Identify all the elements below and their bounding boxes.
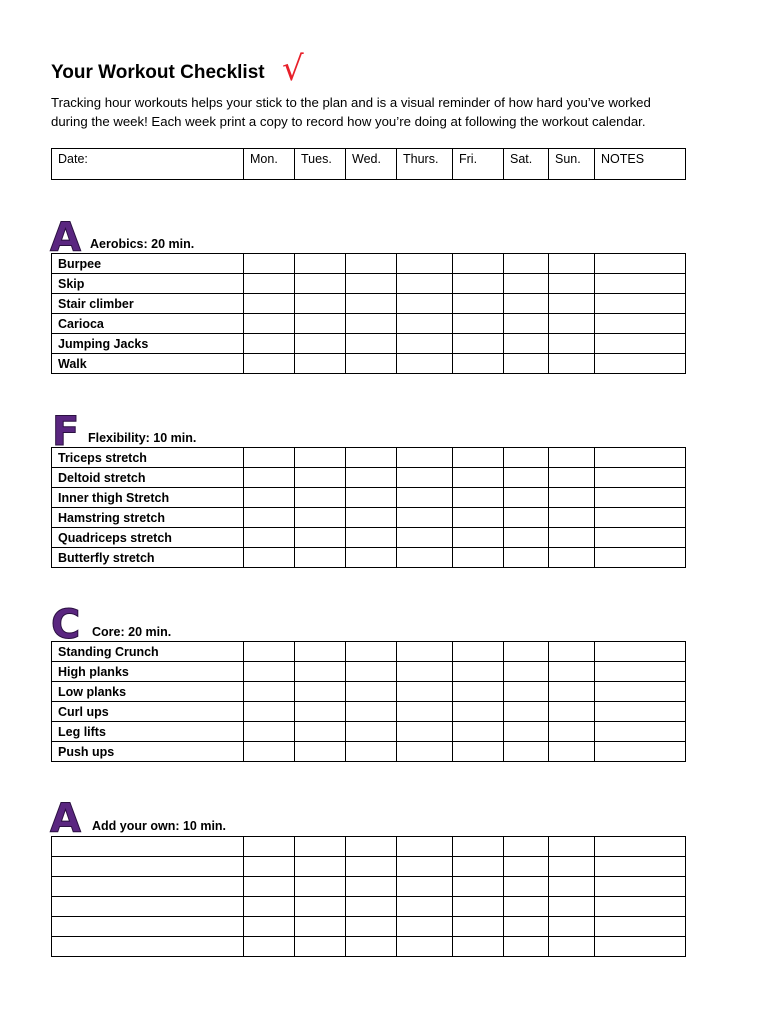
check-cell[interactable] bbox=[295, 528, 346, 548]
check-cell[interactable] bbox=[504, 897, 549, 917]
notes-cell[interactable] bbox=[595, 722, 686, 742]
check-cell[interactable] bbox=[295, 254, 346, 274]
check-cell[interactable] bbox=[244, 334, 295, 354]
check-cell[interactable] bbox=[295, 877, 346, 897]
check-cell[interactable] bbox=[244, 917, 295, 937]
section-label-flexibility: Flexibility: 10 min. bbox=[88, 431, 197, 445]
exercise-name: Inner thigh Stretch bbox=[52, 488, 244, 508]
check-cell[interactable] bbox=[453, 354, 504, 374]
table-row bbox=[52, 468, 686, 488]
exercise-name: Curl ups bbox=[52, 702, 244, 722]
table-row bbox=[52, 742, 686, 762]
check-cell[interactable] bbox=[397, 897, 453, 917]
check-cell[interactable] bbox=[504, 314, 549, 334]
section-label-core: Core: 20 min. bbox=[92, 625, 172, 639]
check-cell[interactable] bbox=[397, 742, 453, 762]
check-cell[interactable] bbox=[346, 314, 397, 334]
check-cell[interactable] bbox=[453, 488, 504, 508]
day-mon: Mon. bbox=[244, 149, 295, 180]
check-cell[interactable] bbox=[295, 722, 346, 742]
check-cell[interactable] bbox=[504, 488, 549, 508]
notes-cell[interactable] bbox=[595, 274, 686, 294]
exercise-name[interactable] bbox=[52, 937, 244, 957]
check-cell[interactable] bbox=[397, 508, 453, 528]
check-cell[interactable] bbox=[549, 682, 595, 702]
notes-cell[interactable] bbox=[595, 917, 686, 937]
check-cell[interactable] bbox=[453, 642, 504, 662]
check-cell[interactable] bbox=[549, 722, 595, 742]
exercise-name: Butterfly stretch bbox=[52, 548, 244, 568]
check-cell[interactable] bbox=[504, 837, 549, 857]
check-cell[interactable] bbox=[549, 548, 595, 568]
check-cell[interactable] bbox=[346, 662, 397, 682]
check-cell[interactable] bbox=[295, 488, 346, 508]
check-cell[interactable] bbox=[397, 548, 453, 568]
check-cell[interactable] bbox=[453, 508, 504, 528]
check-cell[interactable] bbox=[295, 334, 346, 354]
table-row bbox=[52, 548, 686, 568]
check-cell[interactable] bbox=[397, 722, 453, 742]
check-cell[interactable] bbox=[453, 294, 504, 314]
check-cell[interactable] bbox=[549, 508, 595, 528]
table-row bbox=[52, 937, 686, 957]
check-cell[interactable] bbox=[295, 702, 346, 722]
checkmark-icon: √ bbox=[282, 49, 304, 89]
check-cell[interactable] bbox=[244, 294, 295, 314]
check-cell[interactable] bbox=[453, 897, 504, 917]
check-cell[interactable] bbox=[397, 837, 453, 857]
exercise-name[interactable] bbox=[52, 897, 244, 917]
check-cell[interactable] bbox=[346, 897, 397, 917]
check-cell[interactable] bbox=[244, 702, 295, 722]
check-cell[interactable] bbox=[549, 917, 595, 937]
section-label-add-your-own: Add your own: 10 min. bbox=[92, 819, 227, 833]
check-cell[interactable] bbox=[244, 448, 295, 468]
check-cell[interactable] bbox=[504, 702, 549, 722]
check-cell[interactable] bbox=[453, 837, 504, 857]
check-cell[interactable] bbox=[397, 877, 453, 897]
check-cell[interactable] bbox=[244, 468, 295, 488]
check-cell[interactable] bbox=[295, 662, 346, 682]
flexibility-table bbox=[51, 447, 686, 568]
day-thu: Thurs. bbox=[397, 149, 453, 180]
check-cell[interactable] bbox=[549, 857, 595, 877]
check-cell[interactable] bbox=[504, 937, 549, 957]
check-cell[interactable] bbox=[504, 274, 549, 294]
add-your-own-table bbox=[51, 836, 686, 957]
check-cell[interactable] bbox=[244, 857, 295, 877]
check-cell[interactable] bbox=[346, 334, 397, 354]
table-row bbox=[52, 897, 686, 917]
check-cell[interactable] bbox=[549, 642, 595, 662]
check-cell[interactable] bbox=[346, 274, 397, 294]
check-cell[interactable] bbox=[295, 448, 346, 468]
notes-cell[interactable] bbox=[595, 642, 686, 662]
check-cell[interactable] bbox=[504, 354, 549, 374]
check-cell[interactable] bbox=[397, 254, 453, 274]
check-cell[interactable] bbox=[346, 448, 397, 468]
exercise-name: Skip bbox=[52, 274, 244, 294]
check-cell[interactable] bbox=[504, 508, 549, 528]
check-cell[interactable] bbox=[549, 488, 595, 508]
table-row bbox=[52, 837, 686, 857]
check-cell[interactable] bbox=[453, 334, 504, 354]
check-cell[interactable] bbox=[504, 528, 549, 548]
check-cell[interactable] bbox=[504, 294, 549, 314]
check-cell[interactable] bbox=[397, 468, 453, 488]
check-cell[interactable] bbox=[397, 354, 453, 374]
notes-cell[interactable] bbox=[595, 354, 686, 374]
check-cell[interactable] bbox=[549, 354, 595, 374]
check-cell[interactable] bbox=[453, 548, 504, 568]
table-row bbox=[52, 722, 686, 742]
check-cell[interactable] bbox=[453, 662, 504, 682]
check-cell[interactable] bbox=[397, 662, 453, 682]
check-cell[interactable] bbox=[504, 742, 549, 762]
check-cell[interactable] bbox=[295, 274, 346, 294]
check-cell[interactable] bbox=[453, 682, 504, 702]
notes-cell[interactable] bbox=[595, 837, 686, 857]
check-cell[interactable] bbox=[346, 702, 397, 722]
section-letter-c: C bbox=[51, 602, 81, 648]
exercise-name[interactable] bbox=[52, 837, 244, 857]
table-row bbox=[52, 642, 686, 662]
check-cell[interactable] bbox=[453, 528, 504, 548]
check-cell[interactable] bbox=[295, 837, 346, 857]
section-label-aerobics: Aerobics: 20 min. bbox=[90, 237, 195, 251]
check-cell[interactable] bbox=[397, 642, 453, 662]
exercise-name: Standing Crunch bbox=[52, 642, 244, 662]
check-cell[interactable] bbox=[295, 548, 346, 568]
check-cell[interactable] bbox=[453, 857, 504, 877]
check-cell[interactable] bbox=[549, 937, 595, 957]
check-cell[interactable] bbox=[453, 254, 504, 274]
check-cell[interactable] bbox=[295, 682, 346, 702]
check-cell[interactable] bbox=[244, 682, 295, 702]
exercise-name: Push ups bbox=[52, 742, 244, 762]
notes-cell[interactable] bbox=[595, 314, 686, 334]
check-cell[interactable] bbox=[295, 508, 346, 528]
check-cell[interactable] bbox=[346, 857, 397, 877]
check-cell[interactable] bbox=[295, 642, 346, 662]
day-sat: Sat. bbox=[504, 149, 549, 180]
section-letter-a: A bbox=[50, 215, 81, 261]
check-cell[interactable] bbox=[244, 937, 295, 957]
check-cell[interactable] bbox=[346, 837, 397, 857]
check-cell[interactable] bbox=[549, 294, 595, 314]
check-cell[interactable] bbox=[244, 837, 295, 857]
check-cell[interactable] bbox=[549, 274, 595, 294]
check-cell[interactable] bbox=[397, 528, 453, 548]
check-cell[interactable] bbox=[549, 702, 595, 722]
check-cell[interactable] bbox=[244, 742, 295, 762]
header-table bbox=[51, 148, 686, 180]
check-cell[interactable] bbox=[346, 917, 397, 937]
check-cell[interactable] bbox=[397, 488, 453, 508]
check-cell[interactable] bbox=[504, 642, 549, 662]
exercise-name: Triceps stretch bbox=[52, 448, 244, 468]
check-cell[interactable] bbox=[504, 334, 549, 354]
check-cell[interactable] bbox=[397, 448, 453, 468]
check-cell[interactable] bbox=[549, 877, 595, 897]
exercise-name: High planks bbox=[52, 662, 244, 682]
table-row bbox=[52, 354, 686, 374]
check-cell[interactable] bbox=[397, 274, 453, 294]
check-cell[interactable] bbox=[346, 468, 397, 488]
check-cell[interactable] bbox=[295, 897, 346, 917]
check-cell[interactable] bbox=[346, 937, 397, 957]
table-row bbox=[52, 702, 686, 722]
check-cell[interactable] bbox=[549, 742, 595, 762]
check-cell[interactable] bbox=[244, 642, 295, 662]
check-cell[interactable] bbox=[244, 314, 295, 334]
check-cell[interactable] bbox=[346, 742, 397, 762]
check-cell[interactable] bbox=[346, 354, 397, 374]
day-wed: Wed. bbox=[346, 149, 397, 180]
notes-cell[interactable] bbox=[595, 448, 686, 468]
table-row bbox=[52, 877, 686, 897]
notes-cell[interactable] bbox=[595, 294, 686, 314]
check-cell[interactable] bbox=[549, 528, 595, 548]
check-cell[interactable] bbox=[549, 468, 595, 488]
check-cell[interactable] bbox=[453, 722, 504, 742]
check-cell[interactable] bbox=[453, 274, 504, 294]
date-label: Date: bbox=[52, 149, 244, 180]
check-cell[interactable] bbox=[295, 468, 346, 488]
check-cell[interactable] bbox=[346, 877, 397, 897]
check-cell[interactable] bbox=[244, 528, 295, 548]
exercise-name[interactable] bbox=[52, 917, 244, 937]
check-cell[interactable] bbox=[244, 722, 295, 742]
check-cell[interactable] bbox=[244, 354, 295, 374]
table-row bbox=[52, 254, 686, 274]
table-row bbox=[52, 274, 686, 294]
check-cell[interactable] bbox=[397, 917, 453, 937]
check-cell[interactable] bbox=[346, 294, 397, 314]
check-cell[interactable] bbox=[453, 702, 504, 722]
check-cell[interactable] bbox=[397, 682, 453, 702]
check-cell[interactable] bbox=[504, 254, 549, 274]
check-cell[interactable] bbox=[244, 897, 295, 917]
check-cell[interactable] bbox=[244, 662, 295, 682]
check-cell[interactable] bbox=[397, 937, 453, 957]
check-cell[interactable] bbox=[549, 897, 595, 917]
table-row bbox=[52, 508, 686, 528]
check-cell[interactable] bbox=[244, 274, 295, 294]
table-row bbox=[52, 528, 686, 548]
table-row bbox=[52, 857, 686, 877]
table-row bbox=[52, 334, 686, 354]
check-cell[interactable] bbox=[504, 548, 549, 568]
notes-cell[interactable] bbox=[595, 682, 686, 702]
notes-cell[interactable] bbox=[595, 548, 686, 568]
notes-cell[interactable] bbox=[595, 508, 686, 528]
notes-cell[interactable] bbox=[595, 334, 686, 354]
check-cell[interactable] bbox=[504, 448, 549, 468]
notes-cell[interactable] bbox=[595, 662, 686, 682]
check-cell[interactable] bbox=[346, 722, 397, 742]
notes-cell[interactable] bbox=[595, 254, 686, 274]
table-row bbox=[52, 917, 686, 937]
notes-cell[interactable] bbox=[595, 702, 686, 722]
check-cell[interactable] bbox=[397, 857, 453, 877]
table-row bbox=[52, 662, 686, 682]
day-tue: Tues. bbox=[295, 149, 346, 180]
check-cell[interactable] bbox=[346, 548, 397, 568]
check-cell[interactable] bbox=[346, 642, 397, 662]
header-row bbox=[52, 149, 686, 180]
section-letter-a-own: A bbox=[50, 796, 81, 842]
notes-cell[interactable] bbox=[595, 877, 686, 897]
check-cell[interactable] bbox=[549, 314, 595, 334]
check-cell[interactable] bbox=[295, 917, 346, 937]
check-cell[interactable] bbox=[244, 508, 295, 528]
notes-cell[interactable] bbox=[595, 937, 686, 957]
check-cell[interactable] bbox=[295, 294, 346, 314]
intro-line-1: Tracking hour workouts helps your stick to the plan and is a visual reminder of how hard you’ve worked bbox=[51, 95, 651, 110]
exercise-name[interactable] bbox=[52, 877, 244, 897]
check-cell[interactable] bbox=[453, 742, 504, 762]
notes-cell[interactable] bbox=[595, 528, 686, 548]
exercise-name: Quadriceps stretch bbox=[52, 528, 244, 548]
check-cell[interactable] bbox=[346, 488, 397, 508]
notes-cell[interactable] bbox=[595, 488, 686, 508]
check-cell[interactable] bbox=[295, 857, 346, 877]
exercise-name: Carioca bbox=[52, 314, 244, 334]
check-cell[interactable] bbox=[453, 314, 504, 334]
exercise-name: Low planks bbox=[52, 682, 244, 702]
check-cell[interactable] bbox=[504, 722, 549, 742]
exercise-name: Leg lifts bbox=[52, 722, 244, 742]
check-cell[interactable] bbox=[295, 742, 346, 762]
check-cell[interactable] bbox=[295, 314, 346, 334]
check-cell[interactable] bbox=[549, 662, 595, 682]
check-cell[interactable] bbox=[549, 448, 595, 468]
check-cell[interactable] bbox=[453, 468, 504, 488]
day-fri: Fri. bbox=[453, 149, 504, 180]
check-cell[interactable] bbox=[549, 254, 595, 274]
notes-cell[interactable] bbox=[595, 468, 686, 488]
exercise-name: Jumping Jacks bbox=[52, 334, 244, 354]
section-letter-f: F bbox=[52, 409, 80, 455]
check-cell[interactable] bbox=[346, 254, 397, 274]
check-cell[interactable] bbox=[244, 877, 295, 897]
check-cell[interactable] bbox=[244, 548, 295, 568]
table-row bbox=[52, 314, 686, 334]
check-cell[interactable] bbox=[504, 857, 549, 877]
page-title: Your Workout Checklist bbox=[51, 62, 265, 83]
aerobics-table bbox=[51, 253, 686, 374]
check-cell[interactable] bbox=[346, 508, 397, 528]
check-cell[interactable] bbox=[346, 528, 397, 548]
check-cell[interactable] bbox=[453, 917, 504, 937]
table-row bbox=[52, 294, 686, 314]
intro-line-2: during the week! Each week print a copy to record how you’re doing at following the workout calendar. bbox=[51, 114, 646, 129]
check-cell[interactable] bbox=[504, 877, 549, 897]
exercise-name: Stair climber bbox=[52, 294, 244, 314]
notes-cell[interactable] bbox=[595, 897, 686, 917]
check-cell[interactable] bbox=[295, 937, 346, 957]
exercise-name[interactable] bbox=[52, 857, 244, 877]
intro-text bbox=[51, 93, 731, 131]
exercise-name: Deltoid stretch bbox=[52, 468, 244, 488]
exercise-name: Walk bbox=[52, 354, 244, 374]
notes-cell[interactable] bbox=[595, 742, 686, 762]
check-cell[interactable] bbox=[504, 917, 549, 937]
check-cell[interactable] bbox=[453, 877, 504, 897]
check-cell[interactable] bbox=[295, 354, 346, 374]
day-sun: Sun. bbox=[549, 149, 595, 180]
table-row bbox=[52, 448, 686, 468]
check-cell[interactable] bbox=[397, 702, 453, 722]
check-cell[interactable] bbox=[453, 448, 504, 468]
exercise-name: Hamstring stretch bbox=[52, 508, 244, 528]
check-cell[interactable] bbox=[397, 334, 453, 354]
notes-cell[interactable] bbox=[595, 857, 686, 877]
check-cell[interactable] bbox=[346, 682, 397, 702]
check-cell[interactable] bbox=[244, 488, 295, 508]
check-cell[interactable] bbox=[504, 468, 549, 488]
check-cell[interactable] bbox=[549, 837, 595, 857]
exercise-name: Burpee bbox=[52, 254, 244, 274]
check-cell[interactable] bbox=[504, 662, 549, 682]
check-cell[interactable] bbox=[397, 294, 453, 314]
table-row bbox=[52, 488, 686, 508]
check-cell[interactable] bbox=[244, 254, 295, 274]
check-cell[interactable] bbox=[504, 682, 549, 702]
core-table bbox=[51, 641, 686, 762]
check-cell[interactable] bbox=[453, 937, 504, 957]
table-row bbox=[52, 682, 686, 702]
check-cell[interactable] bbox=[549, 334, 595, 354]
check-cell[interactable] bbox=[397, 314, 453, 334]
notes-label: NOTES bbox=[595, 149, 686, 180]
